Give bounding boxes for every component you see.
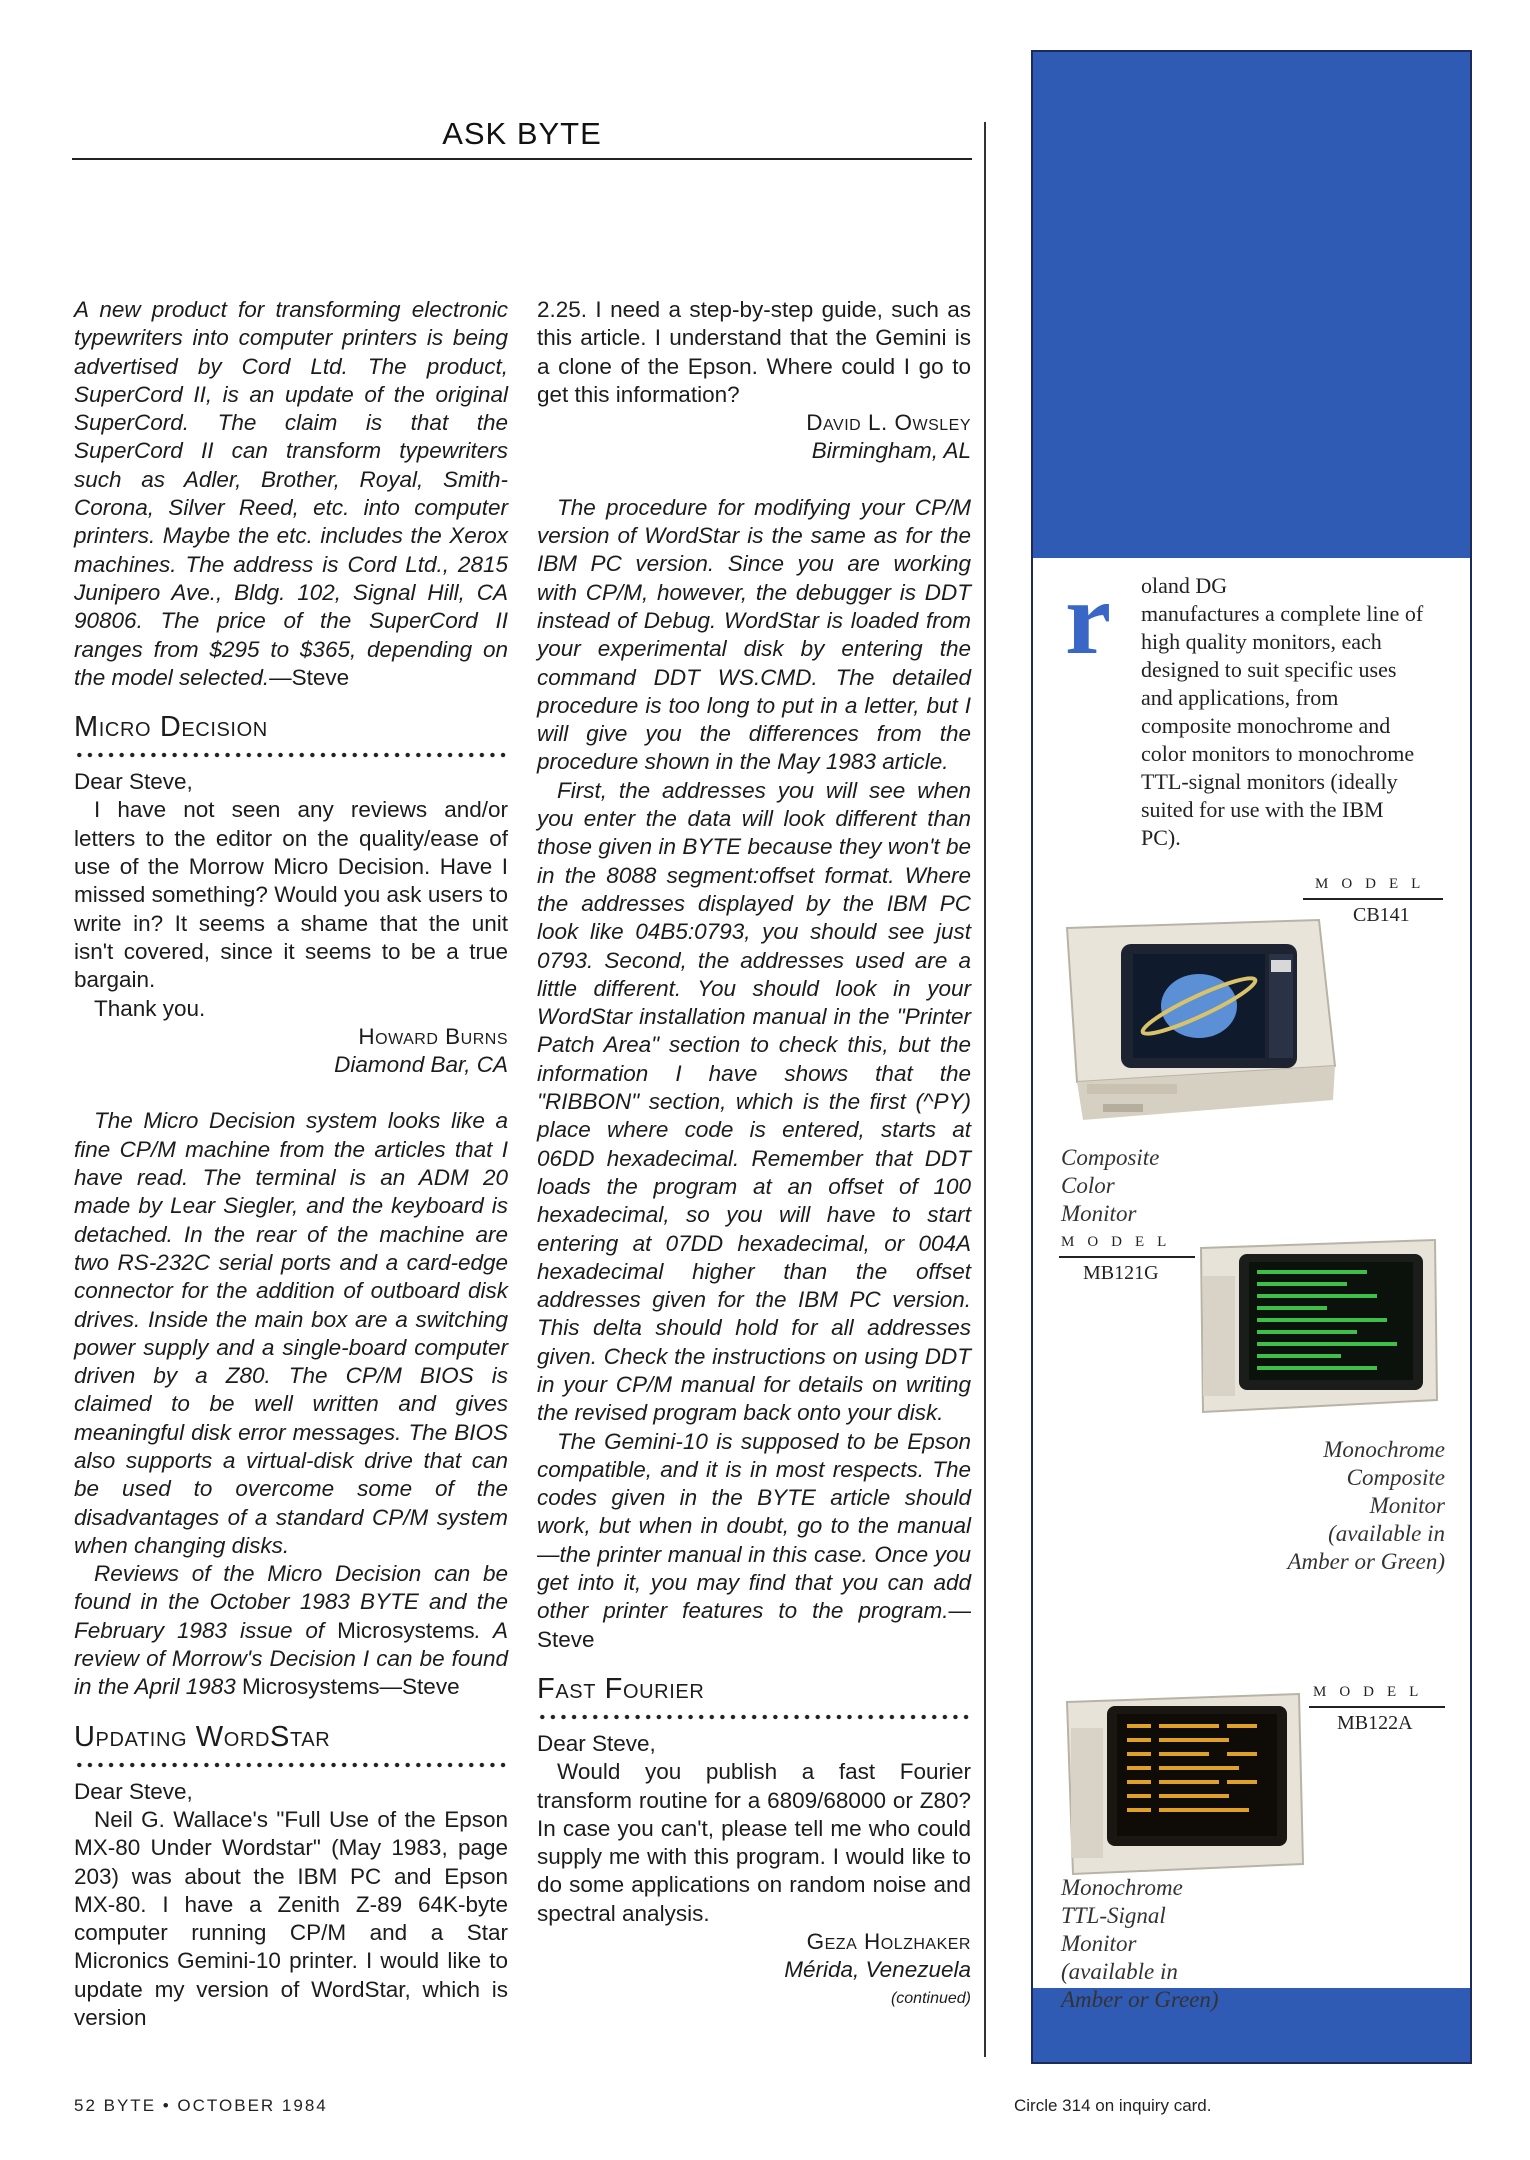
dotted-rule <box>74 752 508 758</box>
ad-content <box>1045 558 1458 2012</box>
model-label: MODEL <box>1315 876 1434 892</box>
answer-paragraph: First, the addresses you will see when you enter the data will look different than those given in BYTE because they won't be in the 8088 segment:offset format. Where the addresses displayed by the IBM PC look like 04B5:0793, you should see just 0793. Second, the addresses used are a little different. You should look in your WordStar installation manual in the "Printer Patch Area" section to check this, but the information I have shows that the "RIBBON" section, which is the first (^PY) place where code is entered, starts at 06DD hexadecimal. Remember that DDT loads the program at an offset of 100 hexadecimal, so you will have to start entering at 07DD hexadecimal, or 004A hexadecimal higher than the offset addresses given for the IBM PC version. This delta should hold for all addresses given. Check the instructions on using DDT in your CP/M manual for details on writing the revised program back onto your disk. <box>537 777 971 1426</box>
answer-paragraph: The Micro Decision system looks like a fine CP/M machine from the articles that I have read. The terminal is an ADM 20 made by Lear Siegler, and the keyboard is detached. In the rear of the machine are two RS-232C serial ports and a card-edge connector for the addition of outboard disk drives. Inside the main box are a switching power supply and a single-board computer driven by a Z80. The CP/M BIOS is claimed to be well written and gives meaningful disk error messages. The BIOS also supports a virtual-disk drive that can be used to overcome some of the disadvantages of a standard CP/M system when changing disks. <box>74 1108 508 1558</box>
letter-author: Geza Holzhaker <box>806 1929 971 1955</box>
letter-greeting: Dear Steve, <box>537 1730 656 1756</box>
letter-greeting: Dear Steve, <box>74 769 193 795</box>
letter-location: Diamond Bar, CA <box>334 1052 508 1078</box>
model-id: MB121G <box>1083 1262 1159 1284</box>
ad-drop-cap: r <box>1065 561 1112 676</box>
model-caption: Composite Color Monitor <box>1061 1145 1160 1226</box>
answer-paragraph: Reviews of the Micro Decision can be found in the October 1983 BYTE and the February 1983 issue of Microsystems. A review of Morrow's Decision I can be found in the April 1983 Microsystems—Steve <box>74 1561 508 1700</box>
letter-author: David L. Owsley <box>806 410 971 436</box>
model-label: MODEL <box>1061 1234 1180 1250</box>
roland-dg-advertisement <box>1031 50 1472 2064</box>
letter-location: Birmingham, AL <box>811 438 971 464</box>
model-caption: Monochrome TTL-Signal Monitor (available in Amber or Green) <box>1061 1875 1219 2012</box>
answer-paragraph: A new product for transforming electronic typewriters into computer printers is being advertised by Cord Ltd. The product, SuperCord II, is an update of the original SuperCord. The claim is that the SuperCord II can transform typewriters such as Adler, Brother, Royal, Smith-Corona, Silver Reed, etc. into computer printers. Maybe the etc. includes the Xerox machines. The address is Cord Ltd., 2815 Junipero Ave., Bldg. 102, Signal Hill, CA 90806. The price of the SuperCord II ranges from $295 to $365, depending on the model selected.—Steve <box>74 297 508 690</box>
ad-intro-text: oland DG manufactures a complete line of high quality monitors, each designed to suit specific uses and applications, from composite monochrome and color monitors to monochrome TTL-signal monitors (ideally suited for use with the IBM PC). <box>1141 573 1424 850</box>
model-id: MB122A <box>1337 1712 1413 1734</box>
dotted-rule <box>537 1714 971 1720</box>
model-rule <box>1303 898 1443 900</box>
color-monitor-image <box>1063 914 1339 1136</box>
ad-top-band <box>1033 52 1470 558</box>
section-heading-updating-wordstar: Updating WordStar <box>74 1720 331 1753</box>
page-footer-folio: 52 BYTE • OCTOBER 1984 <box>74 2096 328 2115</box>
model-label: MODEL <box>1313 1684 1432 1700</box>
model-rule <box>1059 1256 1195 1258</box>
letter-body: 2.25. I need a step-by-step guide, such as this article. I understand that the Gemini is a clone of the Epson. Where could I go to get this information? <box>537 297 971 407</box>
letter-body: I have not seen any reviews and/or letters to the editor on the quality/ease of use of the Morrow Micro Decision. Have I missed something? Would you ask users to write in? It seems a shame that the unit isn't covered, since it seems to be a true bargain. <box>74 797 508 993</box>
answer-paragraph: The Gemini-10 is supposed to be Epson compatible, and it is in most respects. The codes given in the BYTE article should work, but when in doubt, go to the manual—the printer manual in this case. Once you get into it, you may find that you can add other printer features to the program.—Steve <box>537 1428 971 1652</box>
letter-location: Mérida, Venezuela <box>784 1957 971 1983</box>
letter-body: Would you publish a fast Fourier transform routine for a 6809/68000 or Z80? In case you can't, please tell me who could supply me with this program. I would like to do some applications on random noise and spectral analysis. <box>537 1759 971 1926</box>
letter-closing: Thank you. <box>94 995 206 1021</box>
letter-body: Neil G. Wallace's "Full Use of the Epson MX-80 Under Wordstar" (May 1983, page 203) was about the IBM PC and Epson MX-80. I have a Zenith Z-89 64K-byte computer running CP/M and a Star Micronics Gemini-10 printer. I would like to update my version of WordStar, which is version <box>74 1806 508 2031</box>
answer-paragraph: The procedure for modifying your CP/M version of WordStar is the same as for the IBM PC version. Since you are working with CP/M, however, the debugger is DDT instead of Debug. WordStar is loaded from your experimental disk by entering the command DDT WS.CMD. The detailed procedure is too long to put in a letter, but I will give you the differences from the procedure shown in the May 1983 article. <box>537 494 971 775</box>
letter-author: Howard Burns <box>358 1023 508 1049</box>
column-left <box>74 296 508 2032</box>
model-caption: Monochrome Composite Monitor (available in Amber or Green) <box>1287 1437 1445 1574</box>
column-middle <box>537 296 971 2013</box>
page-header: ASK BYTE <box>442 116 602 151</box>
header-rule <box>72 158 972 160</box>
column-divider <box>984 122 986 2057</box>
section-heading-fast-fourier: Fast Fourier <box>537 1672 705 1705</box>
model-id: CB141 <box>1353 904 1410 926</box>
dotted-rule <box>74 1762 508 1768</box>
monochrome-composite-monitor-image <box>1195 1236 1443 1420</box>
page-footer-inquiry: Circle 314 on inquiry card. <box>1014 2096 1212 2115</box>
continued-note: (continued) <box>890 1989 971 2007</box>
model-rule <box>1309 1706 1445 1708</box>
section-heading-micro-decision: Micro Decision <box>74 711 268 744</box>
monochrome-ttl-monitor-image <box>1063 1688 1307 1882</box>
letter-greeting: Dear Steve, <box>74 1778 193 1804</box>
